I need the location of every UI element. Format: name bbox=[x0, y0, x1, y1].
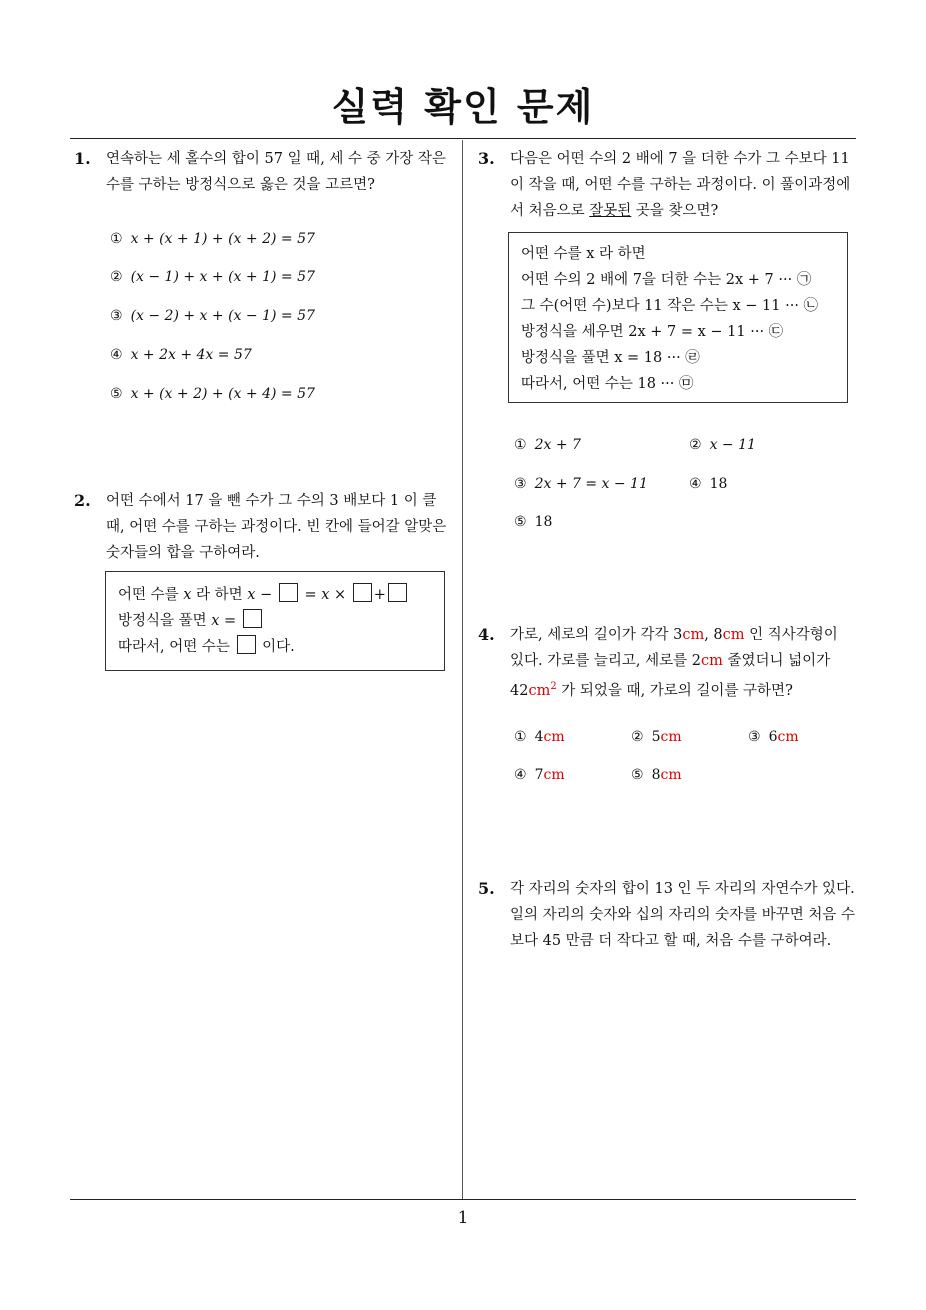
question-number: 5. bbox=[478, 879, 495, 898]
box-line-1: 어떤 수를 x 라 하면 x − = x × + bbox=[118, 582, 444, 608]
column-divider bbox=[462, 140, 463, 1200]
option-1[interactable]: ① 4cm bbox=[514, 729, 565, 745]
option-2[interactable]: ② x − 11 bbox=[689, 437, 756, 453]
box-line: 방정식을 세우면 2x + 7 = x − 11 ··· ㉢ bbox=[521, 324, 784, 340]
solution-box bbox=[105, 571, 445, 671]
question-4 bbox=[474, 622, 864, 712]
option-4[interactable]: ④ 7cm bbox=[514, 767, 565, 783]
question-number: 2. bbox=[74, 491, 91, 510]
bottom-rule bbox=[70, 1199, 856, 1200]
question-number: 4. bbox=[478, 625, 495, 644]
box-line: 방정식을 풀면 x = 18 ··· ㉣ bbox=[521, 350, 700, 366]
blank-5[interactable] bbox=[237, 635, 256, 654]
question-5 bbox=[474, 876, 864, 966]
option-3[interactable]: ③ 6cm bbox=[748, 729, 799, 745]
blank-3[interactable] bbox=[388, 583, 407, 602]
box-line-3: 따라서, 어떤 수는 이다. bbox=[118, 634, 444, 660]
question-number: 1. bbox=[74, 149, 91, 168]
option-5[interactable]: ⑤ 8cm bbox=[631, 767, 682, 783]
blank-2[interactable] bbox=[353, 583, 372, 602]
question-text: 연속하는 세 홀수의 합이 57 일 때, 세 수 중 가장 작은 수를 구하는 방정식으로 옳은 것을 고르면? bbox=[106, 151, 446, 193]
option-1[interactable]: ① 2x + 7 bbox=[514, 437, 581, 453]
question-text: 다음은 어떤 수의 2 배에 7 을 더한 수가 그 수보다 11 이 작을 때, 어떤 수를 구하는 과정이다. 이 풀이과정에서 처음으로 잘못된 곳을 찾으면? bbox=[510, 151, 851, 219]
solution-box bbox=[508, 232, 848, 403]
option-5[interactable]: ⑤ 18 bbox=[514, 514, 553, 530]
box-line: 그 수(어떤 수)보다 11 작은 수는 x − 11 ··· ㉡ bbox=[521, 298, 819, 314]
box-line: 따라서, 어떤 수는 18 ··· ㉤ bbox=[521, 376, 694, 392]
option-4[interactable]: ④ x + 2x + 4x = 57 bbox=[110, 347, 252, 363]
option-3[interactable]: ③ (x − 2) + x + (x − 1) = 57 bbox=[110, 308, 315, 324]
page-title: 실력 확인 문제 bbox=[331, 85, 595, 129]
option-2[interactable]: ② 5cm bbox=[631, 729, 682, 745]
option-5[interactable]: ⑤ x + (x + 2) + (x + 4) = 57 bbox=[110, 386, 315, 402]
option-1[interactable]: ① x + (x + 1) + (x + 2) = 57 bbox=[110, 231, 315, 247]
top-rule bbox=[70, 138, 856, 139]
question-number: 3. bbox=[478, 149, 495, 168]
question-text: 각 자리의 숫자의 합이 13 인 두 자리의 자연수가 있다. 일의 자리의 숫자와 십의 자리의 숫자를 바꾸면 처음 수보다 45 만큼 더 작다고 할 때, 처음 수를 구하여라. bbox=[510, 881, 856, 949]
box-line: 어떤 수를 x 라 하면 bbox=[521, 246, 646, 262]
box-line: 어떤 수의 2 배에 7을 더한 수는 2x + 7 ··· ㉠ bbox=[521, 272, 812, 288]
blank-4[interactable] bbox=[243, 609, 262, 628]
option-4[interactable]: ④ 18 bbox=[689, 476, 728, 492]
option-3[interactable]: ③ 2x + 7 = x − 11 bbox=[514, 476, 648, 492]
blank-1[interactable] bbox=[279, 583, 298, 602]
question-3 bbox=[474, 146, 864, 236]
page-number: 1 bbox=[457, 1208, 469, 1228]
question-text: 어떤 수에서 17 을 뺀 수가 그 수의 3 배보다 1 이 클 때, 어떤 수를 구하는 과정이다. 빈 칸에 들어갈 알맞은 숫자들의 합을 구하여라. bbox=[106, 493, 447, 561]
question-1 bbox=[70, 146, 460, 406]
question-text: 가로, 세로의 길이가 각각 3cm, 8cm 인 직사각형이 있다. 가로를 늘리고, 세로를 2cm 줄였더니 넓이가 $42cm^2$ 가 되었을 때, 가로의 길이를 구하면? bbox=[510, 627, 838, 699]
option-2[interactable]: ② (x − 1) + x + (x + 1) = 57 bbox=[110, 269, 315, 285]
box-line-2: 방정식을 풀면 x = bbox=[118, 608, 444, 634]
